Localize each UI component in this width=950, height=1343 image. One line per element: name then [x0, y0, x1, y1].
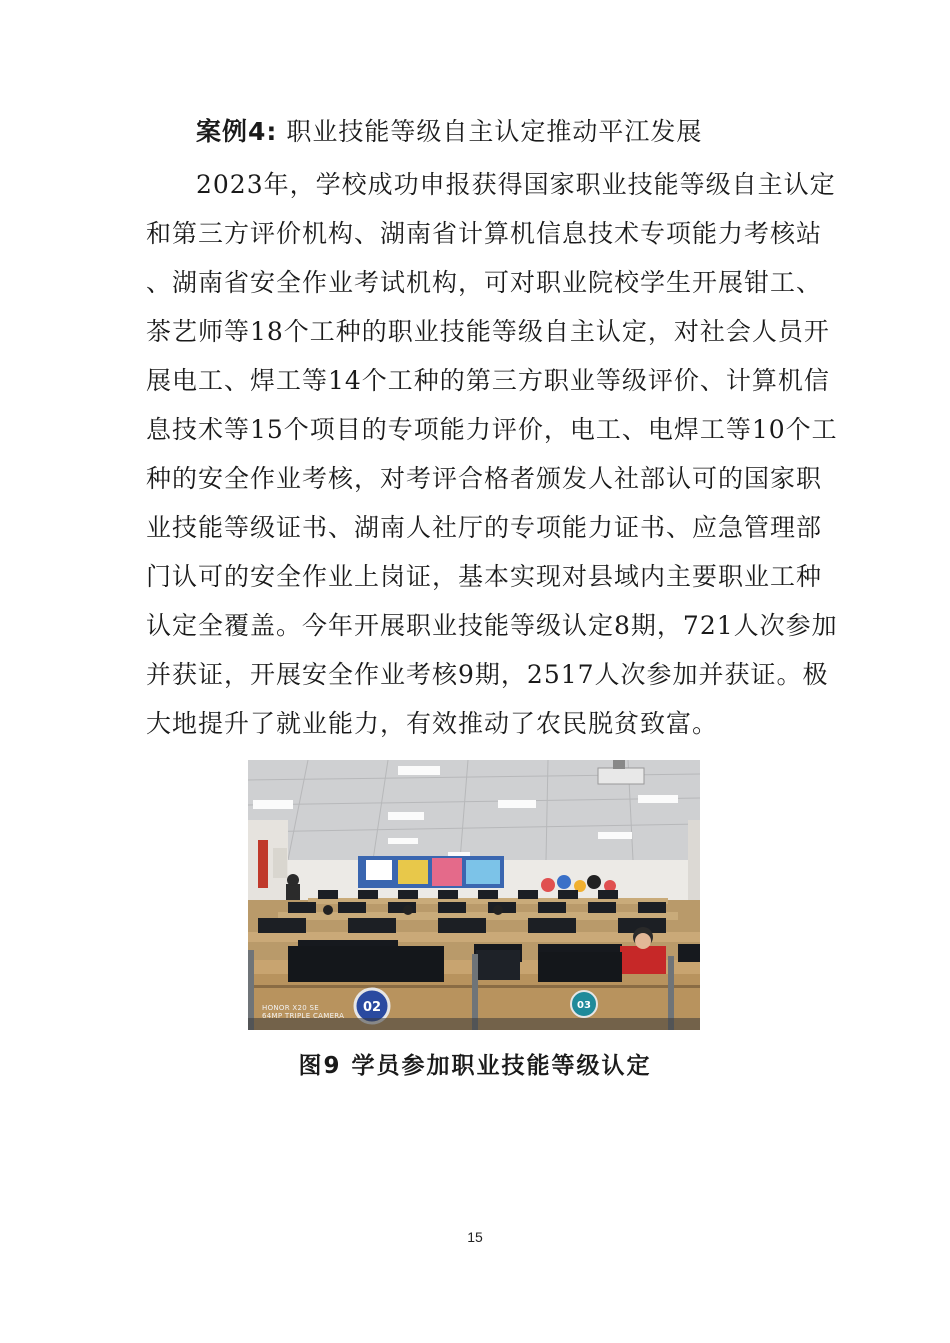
- body-line: 认定全覆盖。今年开展职业技能等级认定8期，721人次参加: [146, 611, 838, 640]
- seat-label-left: 02: [362, 1000, 382, 1015]
- body-paragraph: [146, 160, 838, 748]
- classroom-photo: [248, 760, 700, 1030]
- camera-watermark-line2: 64MP TRIPLE CAMERA: [262, 1012, 345, 1020]
- camera-watermark-line1: HONOR X20 SE: [262, 1004, 320, 1012]
- page-number: 15: [467, 1229, 483, 1245]
- body-line: 门认可的安全作业上岗证，基本实现对县域内主要职业工种: [146, 562, 823, 591]
- camera-watermark: [262, 1004, 344, 1020]
- body-line: 展电工、焊工等14个工种的第三方职业等级评价、计算机信: [146, 366, 830, 395]
- body-line: 种的安全作业考核，对考评合格者颁发人社部认可的国家职: [146, 464, 823, 493]
- classroom-photo-illustration: [248, 760, 700, 1030]
- seat-label-right: 03: [577, 1000, 591, 1011]
- figure-caption: 图9 学员参加职业技能等级认定: [298, 1053, 652, 1079]
- case-label: 案例4:: [196, 117, 278, 146]
- body-line: 业技能等级证书、湖南人社厅的专项能力证书、应急管理部: [146, 513, 823, 542]
- case-heading: [196, 114, 702, 150]
- body-line: 息技术等15个项目的专项能力评价，电工、电焊工等10个工: [146, 415, 838, 444]
- body-line: 和第三方评价机构、湖南省计算机信息技术专项能力考核站: [146, 219, 823, 248]
- body-line: 、湖南省安全作业考试机构，可对职业院校学生开展钳工、: [146, 268, 823, 297]
- body-line: 茶艺师等18个工种的职业技能等级自主认定，对社会人员开: [146, 317, 830, 346]
- case-title: 职业技能等级自主认定推动平江发展: [286, 117, 703, 146]
- body-line: 大地提升了就业能力，有效推动了农民脱贫致富。: [146, 709, 719, 738]
- body-line: 2023年，学校成功申报获得国家职业技能等级自主认定: [196, 170, 836, 199]
- body-line: 并获证，开展安全作业考核9期，2517人次参加并获证。极: [146, 660, 829, 689]
